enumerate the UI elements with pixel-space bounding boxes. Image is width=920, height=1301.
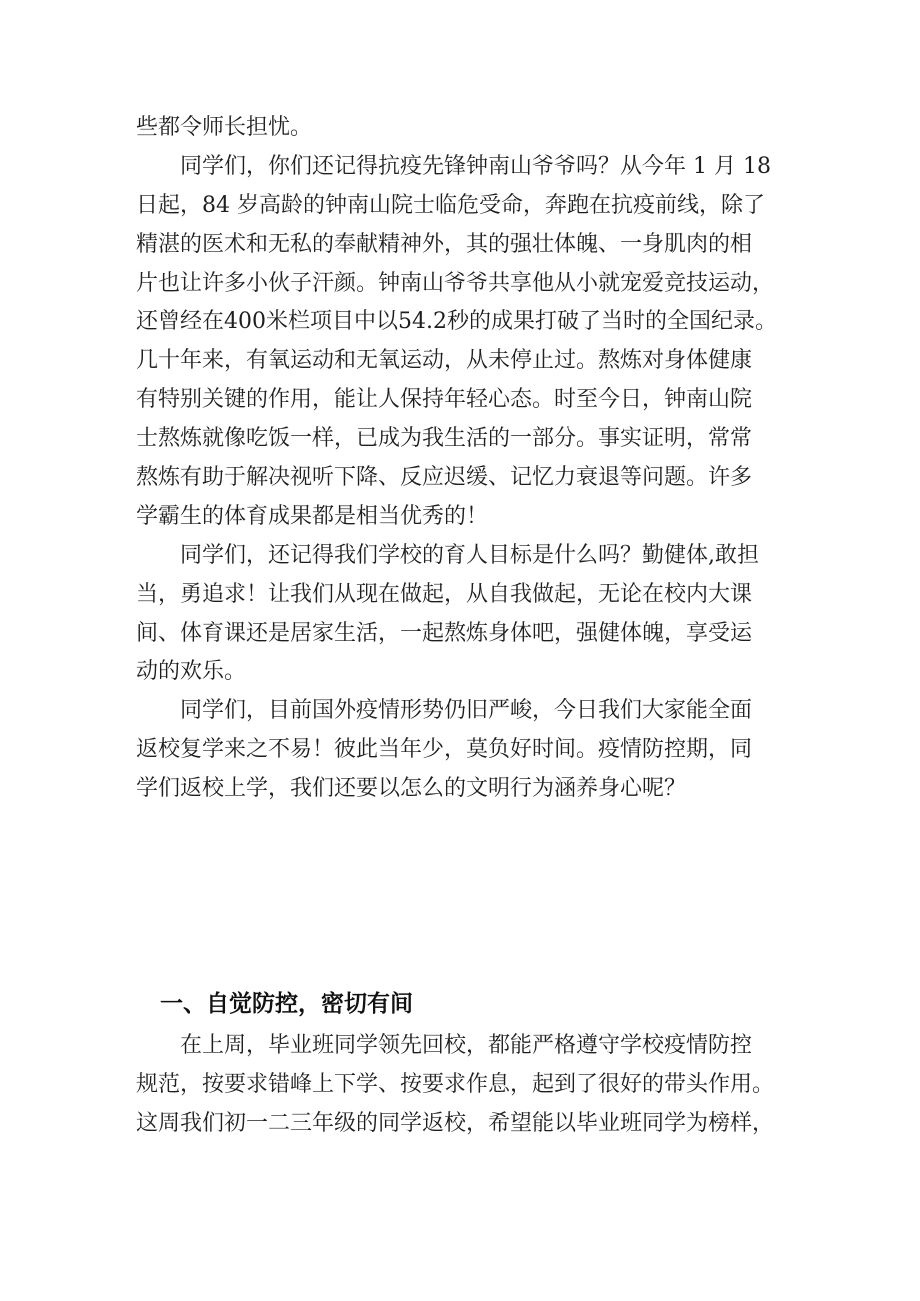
text-line: 规范，按要求错峰上下学、按要求作息，起到了很好的带头作用。: [136, 1071, 775, 1097]
text-line: 同学们，你们还记得抗疫先锋钟南山爷爷吗？从今年 1 月 18: [136, 153, 771, 179]
text-line: 片也让许多小伙子汗颜。钟南山爷爷共享他从小就宠爱竞技运动，: [136, 270, 775, 296]
text-line: 当，勇追求！让我们从现在做起，从自我做起，无论在校内大课: [136, 581, 753, 607]
text-line: 同学们，目前国外疫情形势仍旧严峻，今日我们大家能全面: [136, 698, 753, 724]
text-line: 间、体育课还是居家生活，一起熬炼身体吧，强健体魄，享受运: [136, 620, 753, 646]
text-line: 熬炼有助于解决视听下降、反应迟缓、记忆力衰退等问题。许多: [136, 465, 753, 491]
text-line: 日起，84 岁高龄的钟南山院士临危受命，奔跑在抗疫前线，除了: [136, 192, 765, 218]
text-line: 这周我们初一二三年级的同学返校，希望能以毕业班同学为榜样，: [136, 1110, 775, 1136]
text-line: 士熬炼就像吃饭一样，已成为我生活的一部分。事实证明，常常: [136, 426, 753, 452]
text-line: 几十年来，有氧运动和无氧运动，从未停止过。熬炼对身体健康: [136, 348, 753, 374]
section-heading: 一、自觉防控，密切有间: [160, 991, 413, 1017]
text-line: 有特别关键的作用，能让人保持年轻心态。时至今日，钟南山院: [136, 387, 753, 413]
text-line: 在上周，毕业班同学领先回校，都能严格遵守学校疫情防控: [136, 1033, 753, 1058]
text-line: 动的欢乐。: [136, 659, 247, 685]
text-line: 还曾经在400米栏项目中以54.2秒的成果打破了当时的全国纪录。: [136, 309, 777, 335]
body-text-block-2: [136, 1027, 796, 1144]
text-line: 学霸生的体育成果都是相当优秀的！: [136, 503, 489, 529]
text-line: 精湛的医术和无私的奉献精神外，其的强壮体魄、一身肌肉的相: [136, 231, 753, 257]
body-text-block-1: [136, 109, 796, 809]
text-line: 学们返校上学，我们还要以怎么的文明行为涵养身心呢？: [136, 776, 687, 802]
text-line: 些都令师长担忧。: [136, 115, 313, 140]
text-line: 同学们，还记得我们学校的育人目标是什么吗？勤健体,敢担: [136, 542, 759, 568]
text-line: 返校复学来之不易！彼此当年少，莫负好时间。疫情防控期，同: [136, 737, 753, 763]
